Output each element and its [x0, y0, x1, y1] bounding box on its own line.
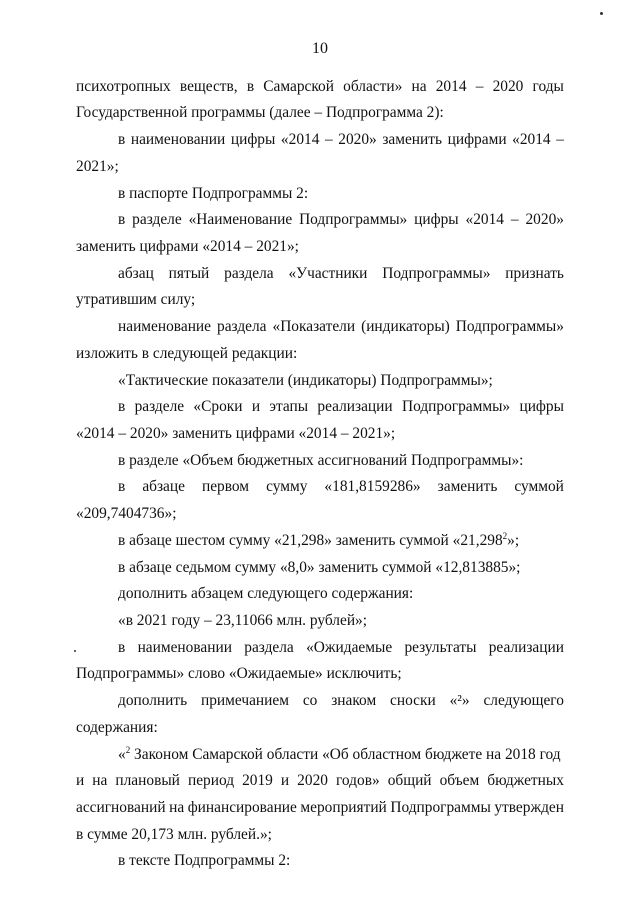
word: раздела — [224, 265, 274, 282]
word: бюджетных — [487, 772, 564, 789]
word: сумму — [266, 478, 308, 495]
word: в — [118, 211, 126, 228]
word: – — [324, 131, 333, 148]
word: дополнить — [118, 692, 188, 709]
word: (индикаторы) — [361, 318, 450, 335]
word: «²» — [449, 692, 470, 709]
text-line: Государственной программы (далее – Подпрограмма 2): — [76, 104, 444, 121]
text-line: в абзаце шестом сумму «21,298» заменить суммой «21,298$^2$»; — [118, 531, 520, 549]
footnote-marker: 2 — [125, 745, 131, 755]
word: сноски — [390, 692, 436, 709]
text-line: 2021»; — [76, 158, 119, 175]
word: наименовании — [137, 639, 232, 656]
text-line: в сумме 20,173 млн. рублей.»; — [76, 826, 272, 843]
word: годов» — [335, 772, 380, 789]
word: мероприятий — [300, 799, 387, 816]
text-line: содержания: — [76, 719, 158, 736]
word: знаком — [331, 692, 377, 709]
word: на — [411, 78, 427, 95]
word: Подпрограммы — [390, 799, 491, 816]
word: ассигнований — [76, 799, 166, 816]
word: цифрами — [447, 131, 507, 148]
text-line: «$^2$ Законом Самарской области «Об областном бюджете на 2018 год — [118, 745, 561, 763]
text-line — [118, 265, 564, 283]
scan-speck — [74, 650, 76, 652]
word: финансирование — [187, 799, 297, 816]
word: – — [556, 131, 564, 148]
word: раздела — [217, 318, 267, 335]
text-line: «Тактические показатели (индикаторы) Подпрограммы»; — [118, 372, 493, 389]
word: в — [118, 478, 126, 495]
page-number: 10 — [312, 40, 328, 57]
word: Подпрограммы» — [401, 398, 511, 415]
word: Подпрограммы» — [299, 211, 408, 228]
text-line — [118, 478, 564, 496]
word: психотропных — [76, 78, 171, 95]
word: и — [76, 772, 85, 789]
word: этапы — [269, 398, 309, 415]
word: Подпрограммы» — [382, 265, 491, 282]
word: в — [246, 78, 255, 95]
word: цифры — [230, 131, 276, 148]
word: признать — [505, 265, 564, 282]
word: наименование — [118, 318, 212, 335]
word: абзаце — [142, 478, 185, 495]
word: – — [510, 211, 519, 228]
word: общий — [387, 772, 432, 789]
word: 2020» — [525, 211, 564, 228]
word: абзац — [118, 265, 154, 282]
word: в — [118, 639, 126, 656]
word: разделе — [134, 398, 185, 415]
word: 2020» — [338, 131, 377, 148]
word: «2014 — [465, 211, 504, 228]
word: реализации — [317, 398, 393, 415]
text-line: в тексте Подпрограммы 2: — [118, 852, 291, 869]
text-line: заменить цифрами «2014 – 2021»; — [76, 238, 299, 255]
text-line: Подпрограммы» слово «Ожидаемые» исключить; — [76, 665, 402, 682]
text-line — [76, 799, 564, 817]
word: – — [475, 78, 484, 95]
word: наименовании — [130, 131, 226, 148]
text-line: дополнить абзацем следующего содержания: — [118, 585, 414, 602]
text-line — [76, 772, 564, 790]
text-line: «209,7404736»; — [76, 505, 177, 522]
word: суммой — [514, 478, 564, 495]
word: 2019 — [242, 772, 273, 789]
footnote-marker: 2 — [502, 531, 508, 541]
scan-speck — [600, 12, 603, 15]
word: заменить — [382, 131, 443, 148]
word: веществ, — [179, 78, 238, 95]
word: раздела — [244, 639, 294, 656]
text-line: в абзаце седьмом сумму «8,0» заменить суммой «12,813885»; — [118, 559, 521, 576]
text-line: в разделе «Объем бюджетных ассигнований Подпрограммы»: — [118, 452, 524, 469]
word: заменить — [437, 478, 498, 495]
word: на — [92, 772, 108, 789]
text-line: изложить в следующей редакции: — [76, 345, 298, 362]
word: области» — [343, 78, 403, 95]
word: результаты — [404, 639, 477, 656]
text-line — [118, 398, 564, 416]
word: пятый — [168, 265, 210, 282]
word: разделе — [132, 211, 182, 228]
word: «Наименование — [188, 211, 293, 228]
text-line — [76, 78, 564, 96]
word: и — [251, 398, 261, 415]
word: реализации — [488, 639, 564, 656]
text-line: в паспорте Подпрограммы 2: — [118, 185, 309, 202]
word: утвержден — [494, 799, 564, 816]
word: «2014 — [512, 131, 551, 148]
word: период — [187, 772, 235, 789]
word: «Ожидаемые — [306, 639, 393, 656]
text-line: «2014 – 2020» заменить цифрами «2014 – 2021»; — [76, 425, 396, 442]
word: «2014 — [280, 131, 320, 148]
word: со — [302, 692, 318, 709]
word: «Участники — [288, 265, 368, 282]
word: плановый — [115, 772, 180, 789]
word: «181,8159286» — [324, 478, 421, 495]
text-line — [118, 211, 564, 229]
text-line — [118, 131, 564, 149]
text-line — [118, 639, 564, 657]
word: объем — [439, 772, 480, 789]
word: Подпрограммы» — [455, 318, 564, 335]
word: цифры — [414, 211, 459, 228]
text-line — [118, 318, 564, 336]
word: в — [118, 131, 126, 148]
word: цифры — [519, 398, 564, 415]
word: следующего — [483, 692, 564, 709]
word: «Показатели — [272, 318, 356, 335]
word: и — [280, 772, 290, 789]
word: 2020 — [492, 78, 524, 95]
word: годы — [532, 78, 564, 95]
word: первом — [201, 478, 250, 495]
word: 2014 — [435, 78, 467, 95]
word: примечанием — [201, 692, 289, 709]
text-line — [118, 692, 564, 710]
word: в — [118, 398, 126, 415]
text-line: «в 2021 году – 23,11066 млн. рублей»; — [118, 612, 368, 629]
word: «Сроки — [193, 398, 243, 415]
word: Самарской — [263, 78, 334, 95]
word: 2020 — [297, 772, 328, 789]
word: на — [169, 799, 185, 816]
text-line: утратившим силу; — [76, 291, 196, 308]
